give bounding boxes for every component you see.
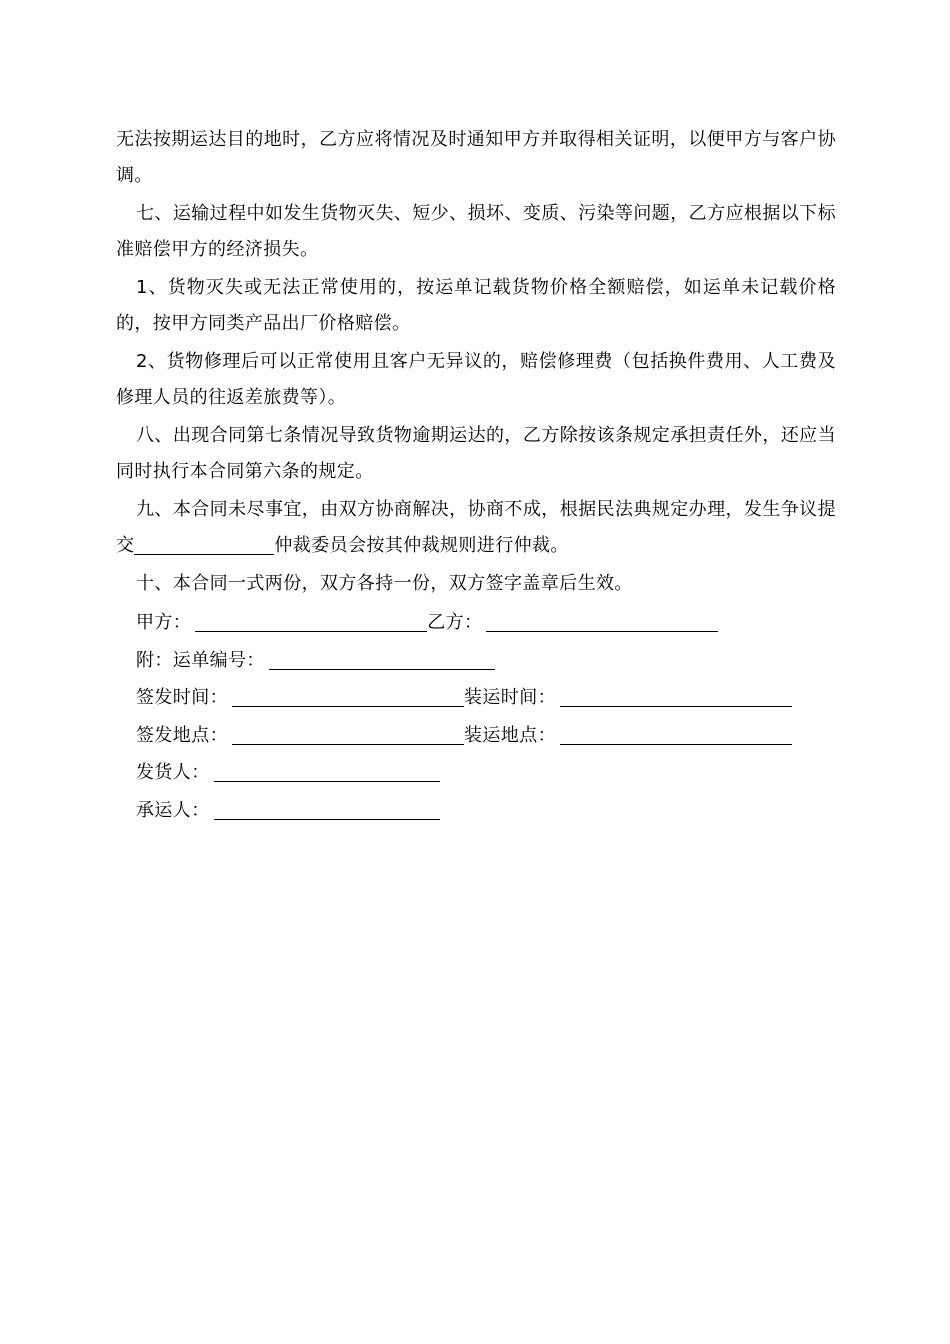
loading-time-label: 装运时间： — [464, 687, 556, 708]
issue-place-blank[interactable] — [232, 724, 464, 745]
issue-place-label: 签发地点： — [136, 724, 228, 746]
party-b-blank[interactable] — [486, 611, 718, 632]
place-row — [136, 717, 836, 755]
paragraph-clause-10: 十、本合同一式两份，双方各持一份，双方签字盖章后生效。 — [136, 573, 633, 594]
carrier-row — [136, 792, 836, 830]
carrier-label: 承运人： — [136, 799, 210, 821]
shipper-label: 发货人： — [136, 762, 210, 783]
clause-9-text-end: 仲裁委员会按其仲裁规则进行仲裁。 — [274, 535, 569, 556]
waybill-number-label: 附：运单编号： — [136, 649, 265, 671]
shipper-row — [136, 754, 836, 792]
paragraph-clause-8: 八、出现合同第七条情况导致货物逾期运达的，乙方除按该条规定承担责任外，还应当同时执行本合同第六条的规定。 — [116, 425, 836, 482]
party-a-blank[interactable] — [195, 611, 427, 632]
loading-place-blank[interactable] — [560, 724, 792, 745]
contract-body — [116, 122, 836, 829]
arbitration-committee-blank[interactable] — [134, 534, 274, 555]
paragraph-clause-7: 七、运输过程中如发生货物灭失、短少、损坏、变质、污染等问题，乙方应根据以下标准赔偿甲方的经济损失。 — [116, 203, 836, 260]
waybill-number-blank[interactable] — [269, 649, 495, 670]
issue-time-label: 签发时间： — [136, 687, 228, 708]
signature-row-parties — [136, 604, 836, 642]
time-row — [136, 679, 836, 717]
clause-9-text-start: 九、本合同未尽事宜，由双方协商解决，协商不成，根据民法典规定办理，发生争议提交 — [116, 499, 836, 556]
party-b-label: 乙方： — [427, 612, 483, 633]
paragraph-clause-9 — [116, 492, 836, 564]
loading-time-blank[interactable] — [560, 686, 792, 707]
issue-time-blank[interactable] — [232, 686, 464, 707]
waybill-row — [136, 642, 836, 680]
shipper-blank[interactable] — [214, 761, 440, 782]
paragraph-clause-7-item-1: 1、货物灭失或无法正常使用的，按运单记载货物价格全额赔偿，如运单未记载价格的，按甲方同类产品出厂价格赔偿。 — [116, 277, 836, 334]
loading-place-label: 装运地点： — [464, 724, 556, 746]
paragraph-delay-notice: 无法按期运达目的地时，乙方应将情况及时通知甲方并取得相关证明，以便甲方与客户协调。 — [116, 129, 836, 186]
paragraph-clause-7-item-2: 2、货物修理后可以正常使用且客户无异议的，赔偿修理费（包括换件费用、人工费及修理人员的往返差旅费等）。 — [116, 351, 836, 408]
carrier-blank[interactable] — [214, 799, 440, 820]
party-a-label: 甲方： — [136, 612, 192, 633]
